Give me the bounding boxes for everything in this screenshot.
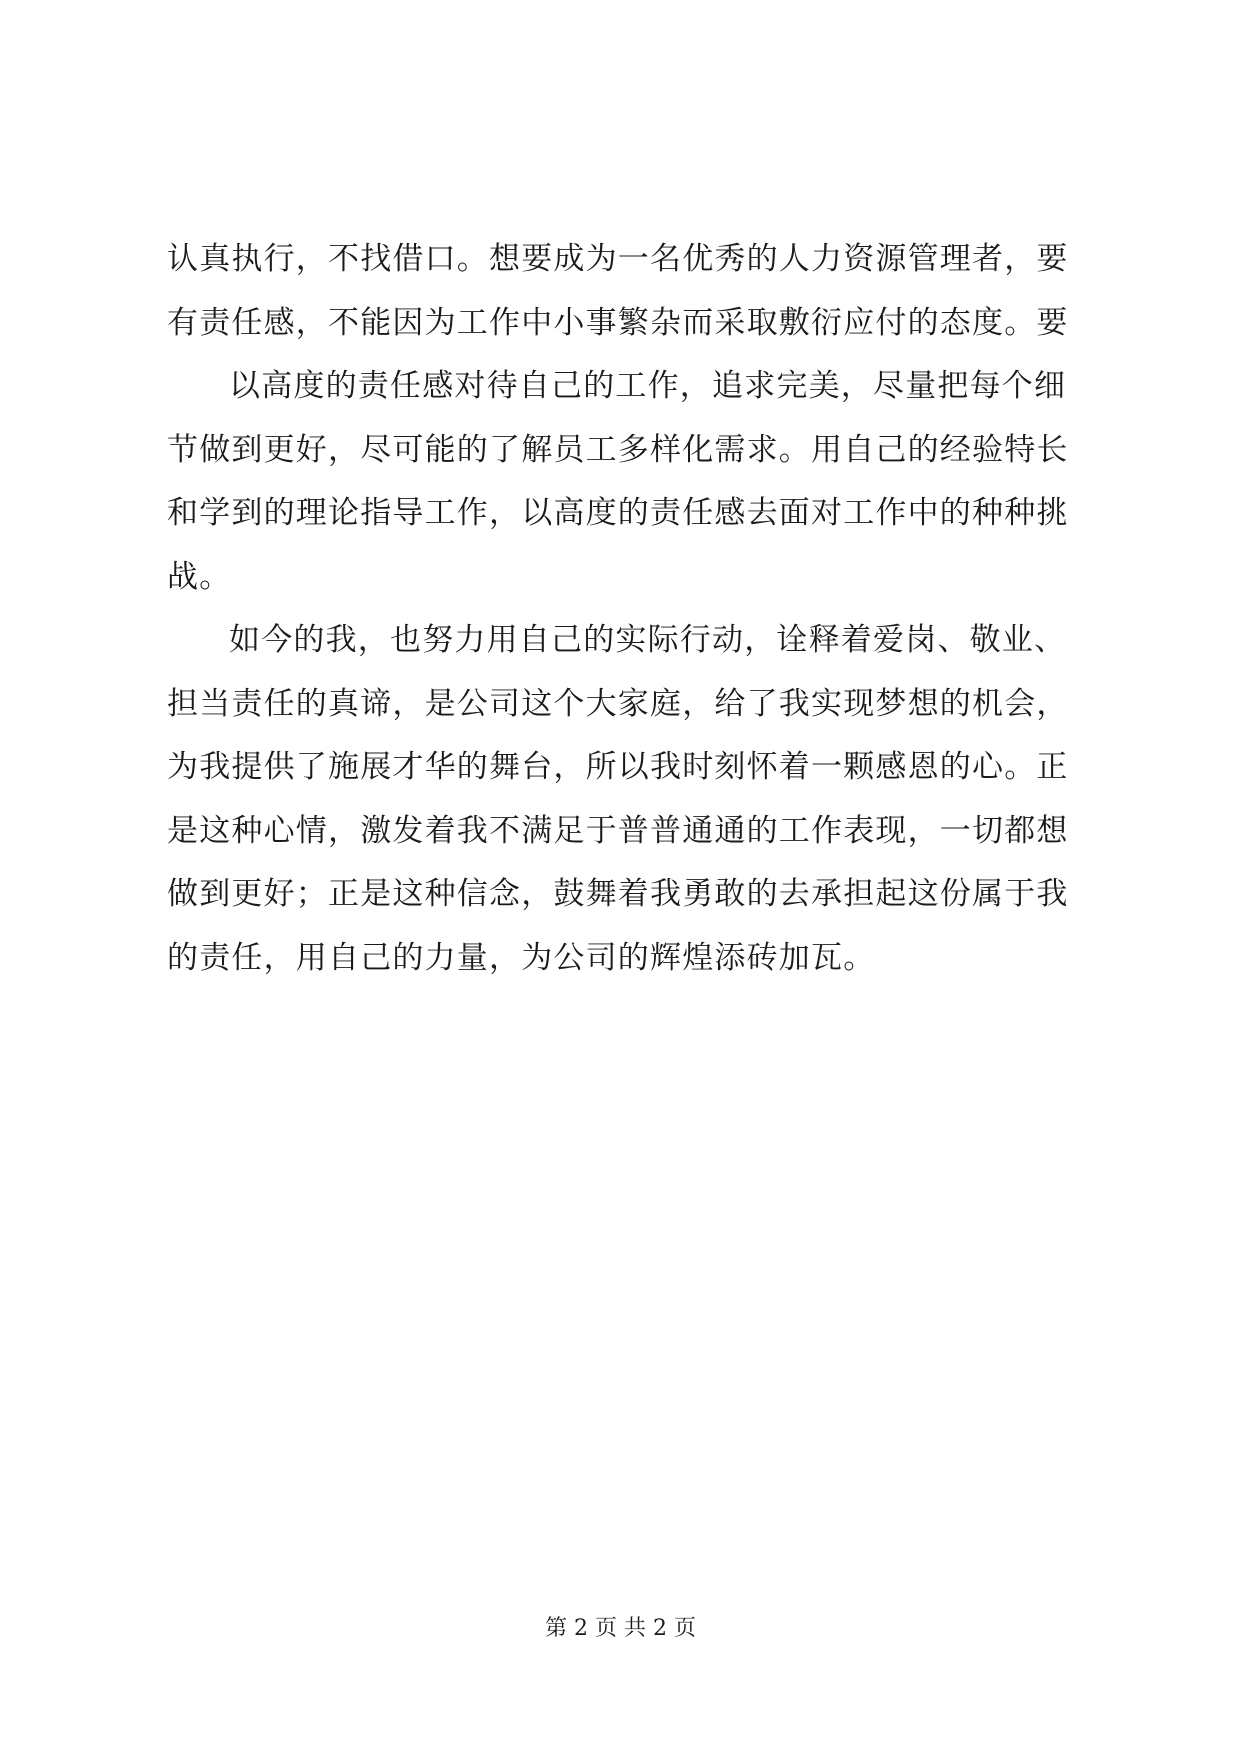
- text-line-5: 和学到的理论指导工作，以高度的责任感去面对工作中的种种挑: [167, 495, 1069, 531]
- text-line-3: 以高度的责任感对待自己的工作，追求完美，尽量把每个细: [229, 368, 1067, 404]
- body-text: [167, 228, 1087, 990]
- text-line-9: 为我提供了施展才华的舞台，所以我时刻怀着一颗感恩的心。正: [167, 749, 1069, 785]
- text-line-12: 的责任，用自己的力量，为公司的辉煌添砖加瓦。: [167, 939, 876, 976]
- text-line-2: 有责任感，不能因为工作中小事繁杂而采取敷衍应付的态度。要: [167, 304, 1069, 341]
- text-line-4: 节做到更好，尽可能的了解员工多样化需求。用自己的经验特长: [167, 431, 1069, 468]
- text-line-6: 战。: [167, 558, 232, 595]
- page-number-footer: 第 2 页 共 2 页: [545, 1616, 696, 1641]
- text-line-11: 做到更好；正是这种信念，鼓舞着我勇敢的去承担起这份属于我: [167, 876, 1069, 912]
- text-line-10: 是这种心情，激发着我不满足于普普通通的工作表现，一切都想: [167, 812, 1069, 849]
- text-line-7: 如今的我，也努力用自己的实际行动，诠释着爱岗、敬业、: [229, 622, 1067, 658]
- text-line-1: 认真执行，不找借口。想要成为一名优秀的人力资源管理者，要: [167, 241, 1069, 277]
- text-line-8: 担当责任的真谛，是公司这个大家庭，给了我实现梦想的机会，: [167, 685, 1069, 722]
